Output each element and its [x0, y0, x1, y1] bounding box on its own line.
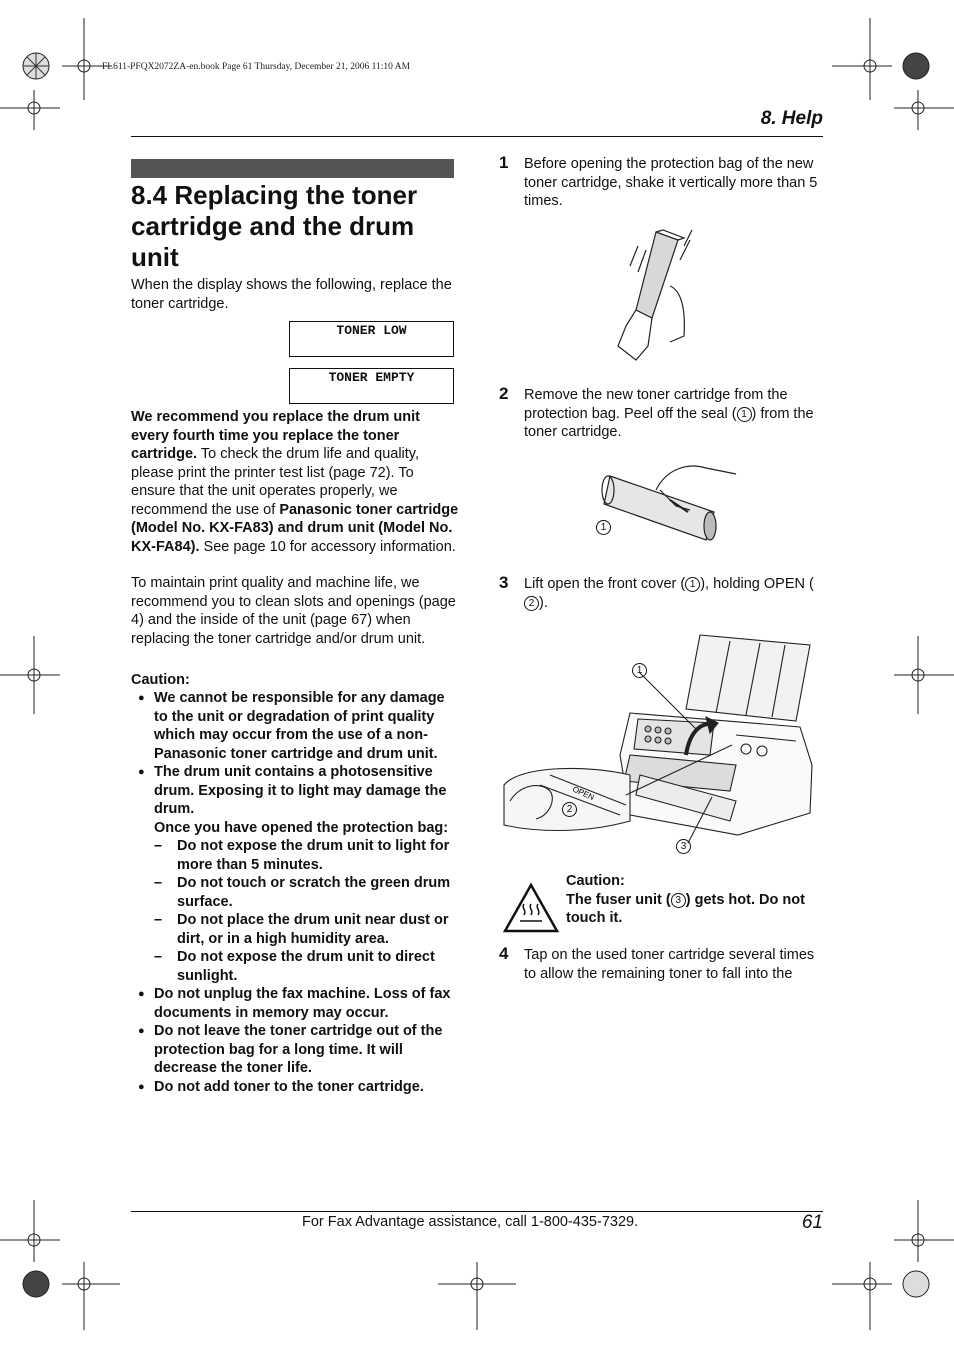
caution-dash-item: – Do not touch or scratch the green drum surface. [154, 875, 451, 910]
step-1-text: Before opening the protection bag of the new toner cartridge, shake it vertically more than 5 times. [524, 156, 818, 209]
fax-machine-illustration [500, 625, 815, 860]
caution-dash-item: – Do not expose the drum unit to light for more than 5 minutes. [154, 838, 450, 873]
caution-dash-item: – Do not expose the drum unit to direct sunlight. [154, 949, 435, 984]
caution-text: Do not expose the drum unit to light for more than 5 minutes. [177, 838, 450, 873]
recommend-text-1: To check the drum life and quality, please print the printer test list (page 72). To ensure that the unit operates properly, we recommend the use of [131, 446, 420, 518]
caution-item [131, 1022, 461, 1078]
display-toner-empty: TONER EMPTY [289, 368, 454, 404]
caution-list [131, 689, 461, 1096]
step-number: 3 [499, 573, 509, 592]
warning-text-a: The fuser unit ( [566, 891, 671, 908]
warning-title: Caution: [566, 873, 625, 889]
bullet-icon: ● [138, 766, 145, 778]
step-4-text: Tap on the used toner cartridge several times to allow the remaining toner to fall into the [524, 947, 815, 982]
section-title: 8. Help [760, 108, 823, 129]
step-number: 4 [499, 944, 509, 963]
caution-item [131, 763, 461, 819]
page-heading: 8.4 Replacing the toner cartridge and the drum unit [131, 180, 418, 272]
bullet-icon: ● [138, 988, 145, 1000]
caution-item [131, 1078, 461, 1097]
peel-seal-illustration [596, 460, 741, 550]
warning-text-b: ) gets hot. Do not touch it. [566, 891, 805, 926]
callout-2-ref: 2 [524, 596, 539, 611]
step-number: 1 [499, 153, 509, 172]
caution-text: Do not unplug the fax machine. Loss of fax documents in memory may occur. [154, 986, 451, 1021]
caution-dash-item: – Do not place the drum unit near dust or dirt, or in a high humidity area. [154, 912, 449, 947]
callout-3-label: 3 [676, 839, 691, 854]
step-3-text-c: ). [539, 594, 548, 611]
caution-item [131, 985, 461, 1022]
open-label: OPEN [571, 784, 596, 803]
caution-text: Do not place the drum unit near dust or dirt, or in a high humidity area. [177, 912, 449, 947]
recommend-bold-2: Panasonic toner cartridge (Model No. KX-FA83) and drum unit (Model No. KX-FA84). [131, 501, 459, 555]
bullet-icon: ● [138, 692, 145, 704]
callout-1-ref: 1 [685, 577, 700, 592]
heading-bar [131, 159, 454, 178]
recommend-paragraph [131, 408, 461, 556]
callout-1-ref: 1 [737, 407, 752, 422]
callout-3-ref: 3 [671, 893, 686, 908]
bullet-icon: ● [138, 1080, 145, 1093]
print-header: FL611-PFQX2072ZA-en.book Page 61 Thursday, December 21, 2006 11:10 AM [102, 62, 411, 72]
caution-text: Do not touch or scratch the green drum surface. [177, 875, 451, 910]
step-number: 2 [499, 384, 509, 403]
caution-text: Do not add toner to the toner cartridge. [154, 1078, 424, 1095]
caution-subheading: Once you have opened the protection bag: [154, 819, 449, 836]
warning-body [566, 891, 826, 928]
caution-text: Do not leave the toner cartridge out of the protection bag for a long time. It will decrease the toner life. [154, 1023, 443, 1076]
step-3-text-b: ), holding OPEN ( [700, 576, 814, 592]
callout-1-label: 1 [596, 520, 611, 535]
footer-text: For Fax Advantage assistance, call 1-800-435-7329. [302, 1214, 639, 1230]
caution-text: Do not expose the drum unit to direct sunlight. [177, 949, 435, 984]
top-divider [131, 136, 823, 137]
caution-text: The drum unit contains a photosensitive drum. Exposing it to light may damage the drum. [154, 764, 447, 817]
callout-2-label: 2 [562, 802, 577, 817]
step-2-text-b: ) from the toner cartridge. [524, 405, 814, 440]
display-toner-low: TONER LOW [289, 321, 454, 357]
recommend-bold-1: We recommend you replace the drum unit every fourth time you replace the toner cartridge. [131, 409, 420, 462]
step-2-text [524, 386, 822, 442]
callout-1-label: 1 [632, 663, 647, 678]
maintain-paragraph: To maintain print quality and machine life, we recommend you to clean slots and openings (page 4) and the inside of the unit (page 67) when replacing the toner cartridge and/or drum unit. [131, 575, 456, 647]
recommend-text-2: See page 10 for accessory information. [199, 538, 456, 555]
step-3-text-a: Lift open the front cover ( [524, 576, 686, 592]
intro-text: When the display shows the following, replace the toner cartridge. [131, 277, 452, 312]
bottom-divider [131, 1211, 823, 1212]
caution-text: We cannot be responsible for any damage to the unit or degradation of print quality which may occur from the use of a non-Panasonic toner cartridge and drum unit. [154, 690, 445, 762]
step-3-text [524, 575, 822, 612]
shake-cartridge-illustration [608, 226, 698, 366]
page-number: 61 [801, 1212, 823, 1233]
hot-surface-warning-icon [502, 882, 560, 934]
step-2-text-a: Remove the new toner cartridge from the protection bag. Peel off the seal ( [524, 387, 788, 422]
warning-text [566, 872, 826, 928]
caution-title: Caution: [131, 672, 190, 688]
caution-item [131, 689, 461, 763]
bullet-icon: ● [138, 1025, 145, 1037]
